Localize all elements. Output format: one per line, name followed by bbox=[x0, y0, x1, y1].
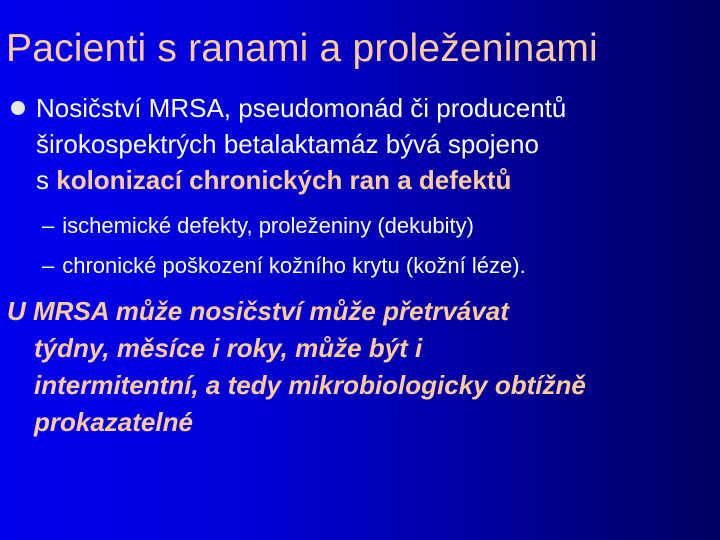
bullet-marker-icon bbox=[11, 101, 25, 115]
sub-item-ischemicke bbox=[42, 212, 474, 240]
bullet-line-3-prefix: s bbox=[36, 165, 57, 195]
note-line-3: intermitentní, a tedy mikrobiologicky obtížně bbox=[34, 370, 586, 400]
sub-item-text: chronické poškození kožního krytu (kožní léze). bbox=[62, 253, 526, 278]
sub-item-dash: – bbox=[42, 253, 55, 278]
bullet-item-nosicstvi bbox=[36, 90, 716, 198]
sub-item-text: ischemické defekty, proleženiny (dekubity) bbox=[62, 213, 474, 238]
mrsa-note bbox=[7, 293, 717, 441]
sub-item-chronicke bbox=[42, 252, 526, 280]
note-line-1: U MRSA může nosičství může přetrvávat bbox=[7, 296, 509, 326]
sub-item-dash: – bbox=[42, 213, 55, 238]
bullet-line-2: širokospektrých betalaktamáz bývá spojeno bbox=[36, 129, 539, 159]
bullet-line-1: Nosičství MRSA, pseudomonád či producentů bbox=[36, 93, 567, 123]
note-line-4: prokazatelné bbox=[34, 407, 193, 437]
slide-title: Pacienti s ranami a proleženinami bbox=[6, 27, 598, 70]
note-line-2: týdny, měsíce i roky, může být i bbox=[34, 333, 423, 363]
bullet-line-3-emphasis: kolonizací chronických ran a defektů bbox=[56, 165, 512, 195]
bullet-line-3 bbox=[36, 162, 716, 198]
